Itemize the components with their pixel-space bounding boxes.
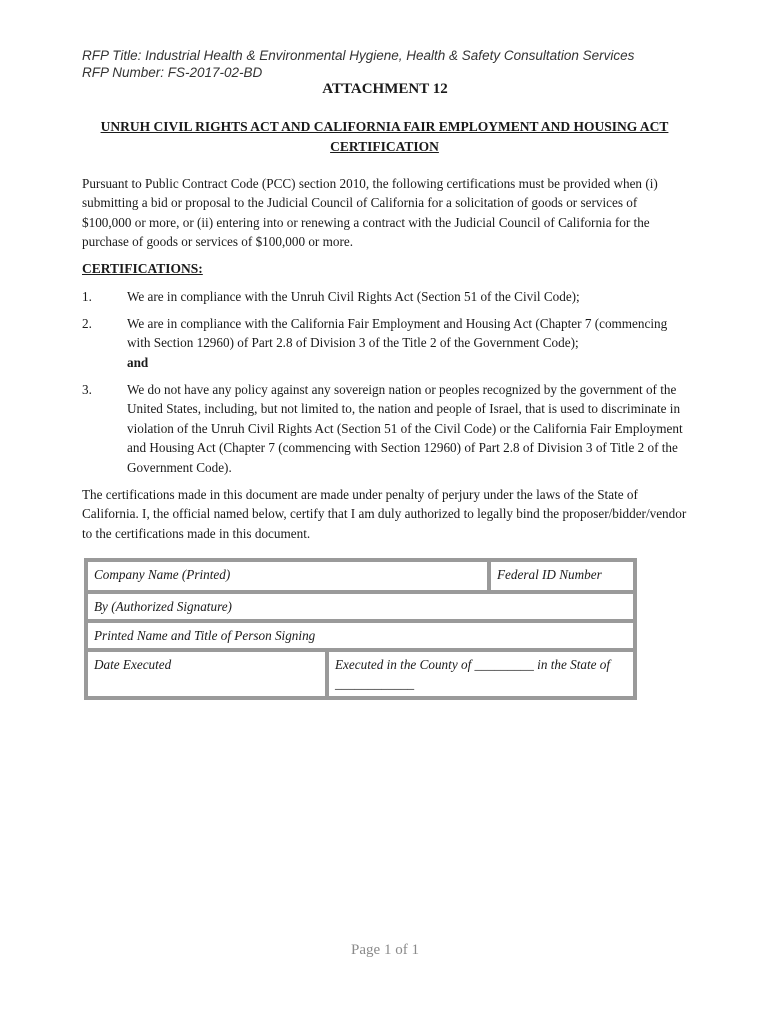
federal-id-field[interactable]: Federal ID Number <box>489 560 635 592</box>
item-conjunction: and <box>127 354 149 370</box>
closing-paragraph: The certifications made in this document are made under penalty of perjury under the laws of the State of California. I, the official named below, certify that I am duly authorized to legally bind the proposer/bidder/vendor to the certifications made in this document. <box>82 487 687 541</box>
intro-paragraph: Pursuant to Public Contract Code (PCC) section 2010, the following certifications must be provided when (i) submitting a bid or proposal to the Judicial Council of California for a solicitation of goods or services of $100,000 or more, or (ii) entering into or renewing a contract with the Judicial Council of California for the purchase of goods or services of $100,000 or more. <box>82 176 658 250</box>
date-executed-field[interactable]: Date Executed <box>86 650 327 698</box>
signature-form <box>84 558 637 700</box>
form-row <box>86 560 635 592</box>
item-number: 3. <box>82 382 92 397</box>
rfp-title: RFP Title: Industrial Health & Environmental Hygiene, Health & Safety Consultation Services <box>82 48 635 63</box>
form-row <box>86 621 635 650</box>
form-row <box>86 592 635 621</box>
item-number: 1. <box>82 289 92 304</box>
certification-item <box>82 314 687 372</box>
rfp-number: RFP Number: FS-2017-02-BD <box>82 65 263 80</box>
item-text: We are in compliance with the Unruh Civil Rights Act (Section 51 of the Civil Code); <box>127 289 580 304</box>
certifications-heading: CERTIFICATIONS: <box>82 261 203 276</box>
document-title-line-1: UNRUH CIVIL RIGHTS ACT AND CALIFORNIA FAIR EMPLOYMENT AND HOUSING ACT <box>100 119 669 134</box>
item-text: We are in compliance with the California Fair Employment and Housing Act (Chapter 7 (commencing with Section 12960) of Part 2.8 of Division 3 of the Title 2 of the Government Code); <box>127 316 668 351</box>
certification-item <box>82 287 687 306</box>
signature-field[interactable]: By (Authorized Signature) <box>86 592 635 621</box>
form-row <box>86 650 635 698</box>
certification-item <box>82 380 687 477</box>
item-text-wrapper <box>127 314 687 372</box>
item-text: We do not have any policy against any sovereign nation or peoples recognized by the government of the United States, including, but not limited to, the nation and people of Israel, that is used to discriminate in violation of the Unruh Civil Rights Act (Section 51 of the Civil Code) or the California Fair Employment and Housing Act (Chapter 7 (commencing with Section 12960) of Part 2.8 of Division 3 of Title 2 of the Government Code). <box>127 382 683 475</box>
document-title-line-2: CERTIFICATION <box>330 139 439 154</box>
executed-in-field[interactable]: Executed in the County of _________ in the State of ____________ <box>327 650 635 698</box>
printed-name-field[interactable]: Printed Name and Title of Person Signing <box>86 621 635 650</box>
page-number: Page 1 of 1 <box>351 942 419 958</box>
company-name-field[interactable]: Company Name (Printed) <box>86 560 489 592</box>
attachment-heading: ATTACHMENT 12 <box>322 81 448 97</box>
item-number: 2. <box>82 316 92 331</box>
document-title <box>82 117 687 157</box>
